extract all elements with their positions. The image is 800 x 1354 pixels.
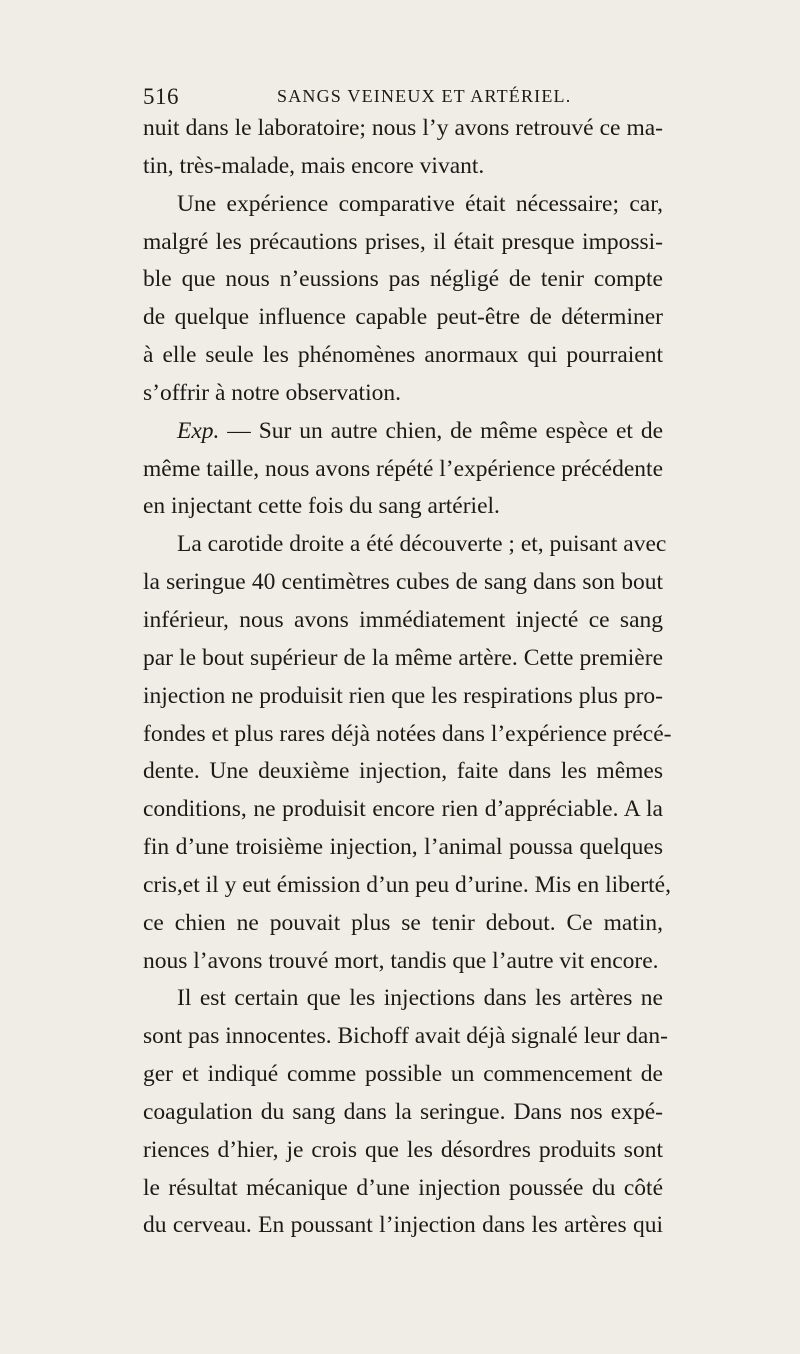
text-line (143, 905, 663, 943)
text-line (143, 1018, 668, 1056)
line-text: La carotide droite a été découverte ; et, puisant avec (177, 531, 667, 558)
text-line (143, 299, 663, 337)
text-line (143, 716, 672, 754)
running-title: SANGS VEINEUX ET ARTÉRIEL. (277, 86, 572, 106)
line-text: conditions, ne produisit encore rien d’appréciable. A la (143, 796, 663, 823)
line-text: malgré les précautions prises, il était presque impossi- (143, 228, 663, 255)
text-line (143, 829, 663, 867)
line-text: même taille, nous avons répété l’expérience précédente (143, 455, 664, 482)
text-line (143, 337, 663, 375)
line-text: ble que nous n’eussions pas négligé de tenir compte (143, 266, 663, 293)
line-text: fin d’une troisième injection, l’animal poussa quelques (143, 834, 663, 861)
text-line (143, 261, 663, 299)
line-text: de quelque influence capable peut-être de déterminer (143, 304, 663, 331)
line-text: — Sur un autre chien, de même espèce et de (219, 417, 663, 444)
text-line (143, 1094, 663, 1132)
text-line (143, 148, 663, 186)
line-text: ger et indiqué comme possible un commencement de (143, 1061, 663, 1088)
experiment-label: Exp. (177, 417, 220, 444)
line-text: riences d’hier, je crois que les désordres produits sont (143, 1136, 663, 1163)
line-text: en injectant cette fois du sang artériel. (143, 493, 500, 520)
text-line (143, 640, 663, 678)
text-line (143, 413, 663, 451)
line-text: coagulation du sang dans la seringue. Dans nos expé- (143, 1098, 663, 1125)
line-text: nuit dans le laboratoire; nous l’y avons retrouvé ce ma- (143, 115, 663, 141)
text-line (143, 375, 663, 413)
line-text: le résultat mécanique d’une injection poussée du côté (143, 1174, 663, 1201)
line-text: tin, très-malade, mais encore vivant. (143, 152, 485, 179)
line-text: la seringue 40 centimètres cubes de sang dans son bout (143, 569, 663, 596)
text-line (143, 564, 663, 602)
line-text: par le bout supérieur de la même artère. Cette première (143, 644, 663, 671)
text-line (143, 678, 663, 716)
page-number: 516 (143, 84, 179, 109)
line-text: inférieur, nous avons immédiatement injecté ce sang (143, 606, 663, 633)
line-text: cris,et il y eut émission d’un peu d’urine. Mis en liberté, (143, 871, 671, 898)
text-line (143, 526, 667, 564)
text-line (143, 451, 663, 489)
line-text: s’offrir à notre observation. (143, 379, 401, 406)
line-text: fondes et plus rares déjà notées dans l’expérience précé- (143, 720, 672, 747)
line-text: nous l’avons trouvé mort, tandis que l’autre vit encore. (143, 947, 659, 974)
text-line (143, 602, 663, 640)
line-text: Une expérience comparative était nécessaire; car, (177, 190, 663, 217)
line-text: dente. Une deuxième injection, faite dans les mêmes (143, 758, 663, 785)
line-text: du cerveau. En poussant l’injection dans les artères qui (143, 1212, 663, 1239)
text-line (143, 1207, 663, 1245)
text-line (143, 186, 663, 224)
body-text (143, 110, 672, 1245)
line-text: ce chien ne pouvait plus se tenir debout. Ce matin, (143, 909, 663, 936)
text-line (143, 1132, 663, 1170)
text-line (143, 1170, 663, 1208)
text-line (143, 867, 671, 905)
line-text: injection ne produisit rien que les respirations plus pro- (143, 682, 663, 709)
text-line (143, 791, 663, 829)
line-text: à elle seule les phénomènes anormaux qui pourraient (143, 342, 663, 369)
text-line (143, 1056, 663, 1094)
text-line (143, 943, 663, 981)
line-text: Il est certain que les injections dans les artères ne (177, 985, 663, 1012)
text-line (143, 753, 663, 791)
text-line (143, 980, 663, 1018)
text-line (143, 488, 663, 526)
text-line (143, 110, 663, 148)
text-line (143, 224, 663, 262)
line-text: sont pas innocentes. Bichoff avait déjà signalé leur dan- (143, 1023, 668, 1050)
